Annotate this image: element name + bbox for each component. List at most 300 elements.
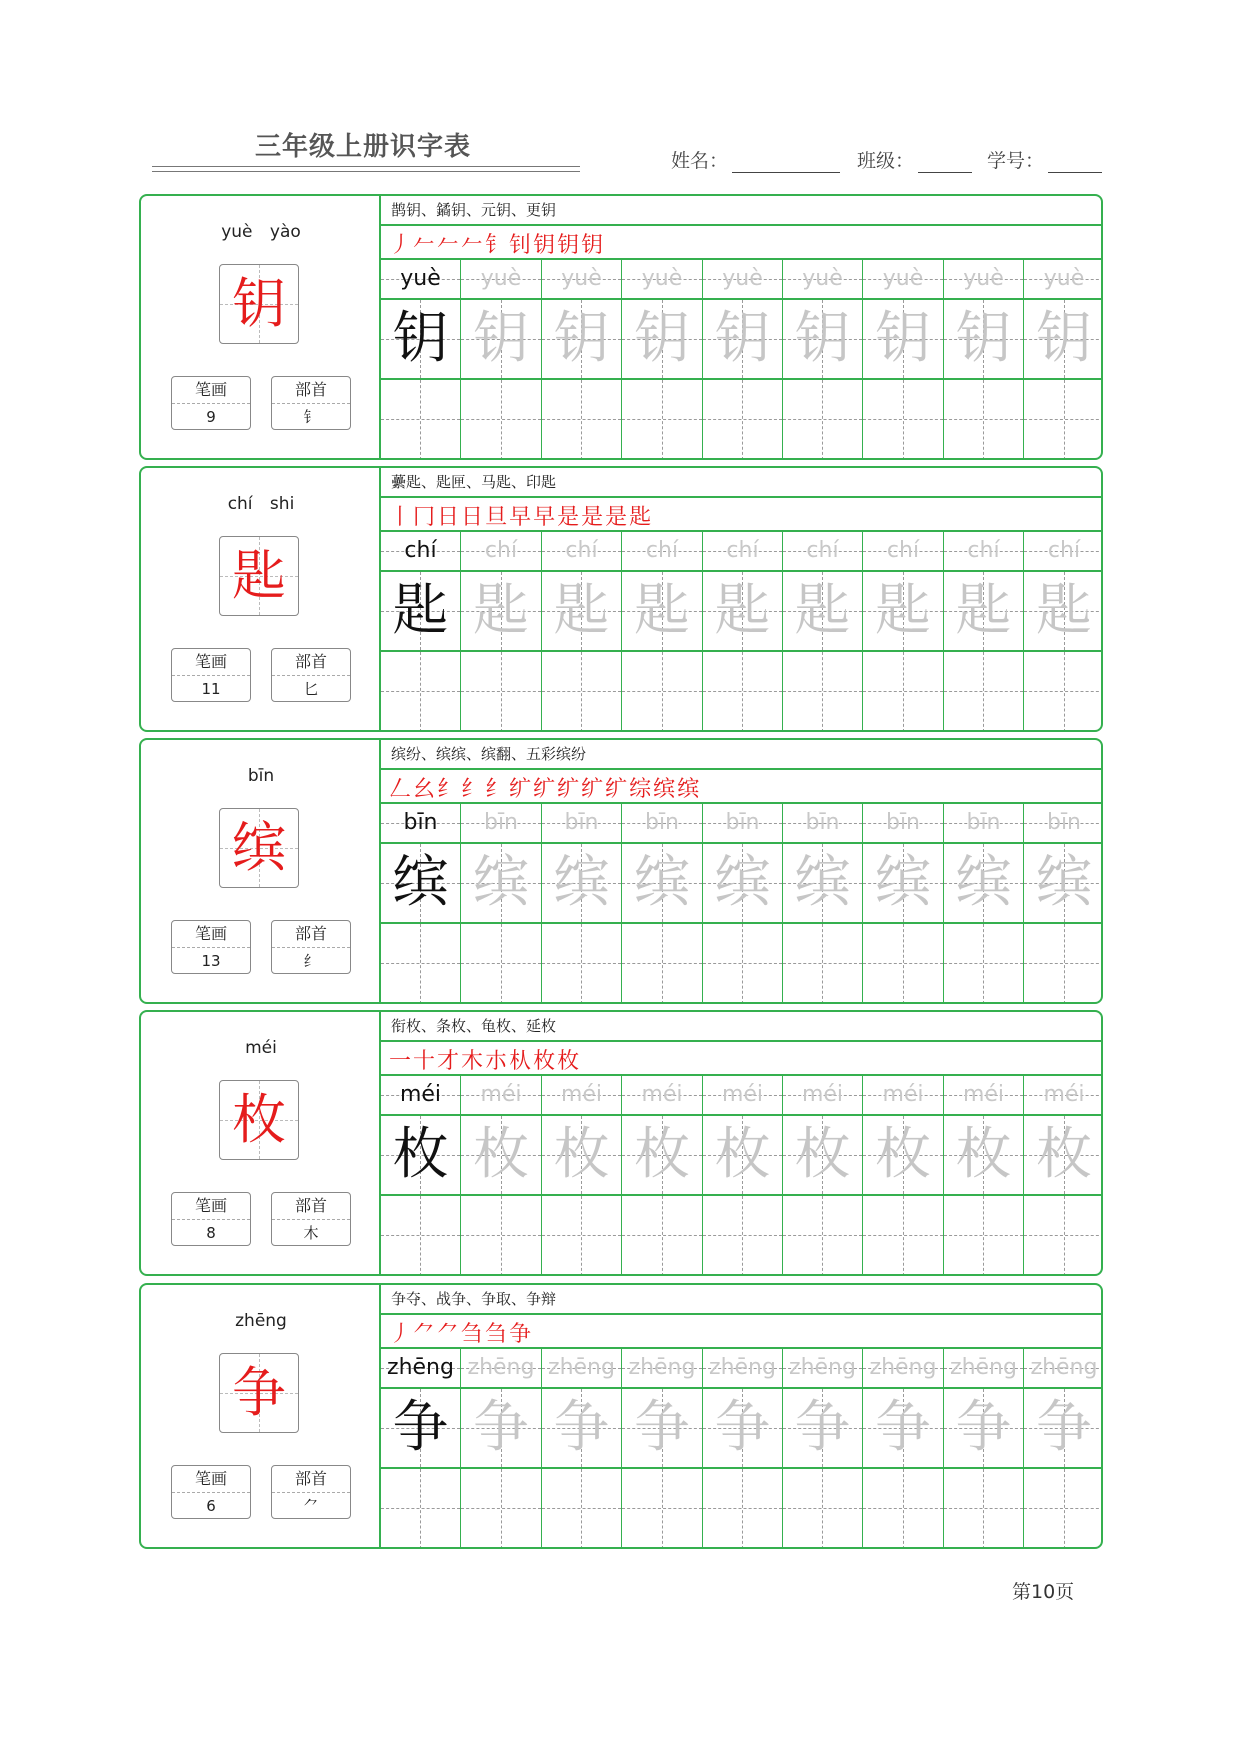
character-display-box — [219, 1353, 299, 1433]
character-text: 钥 — [473, 306, 529, 371]
empty-practice-cell[interactable] — [461, 380, 542, 460]
pinyin-text: zhēng — [869, 1355, 937, 1380]
character-cell[interactable] — [703, 1389, 783, 1469]
character-text: 缤 — [553, 850, 610, 915]
pinyin-text: chí — [404, 538, 437, 563]
pinyin-cell[interactable] — [944, 1076, 1024, 1116]
pinyin-text: bīn — [483, 810, 519, 835]
character-info-panel — [141, 1012, 381, 1274]
stroke-step: 刍 — [461, 1321, 484, 1347]
pinyin-cell[interactable] — [542, 1076, 622, 1116]
character-text: 匙 — [714, 578, 771, 643]
character-text: 缤 — [955, 850, 1012, 915]
character-text: 枚 — [955, 1122, 1012, 1187]
stroke-step: 早 — [533, 504, 556, 530]
pinyin-cell[interactable] — [461, 532, 542, 572]
stroke-step: 纟 — [485, 776, 508, 802]
character-cell[interactable] — [622, 844, 703, 924]
pinyin-cell[interactable] — [863, 260, 944, 300]
practice-grid — [381, 532, 1103, 732]
example-words: 虆匙、匙匣、马匙、印匙 — [381, 468, 1103, 498]
stroke-step: 早 — [509, 504, 532, 530]
practice-panel — [381, 196, 1103, 458]
radical-value: 匕 — [303, 680, 319, 698]
character-cell[interactable] — [703, 1116, 783, 1196]
number-field[interactable] — [987, 146, 1102, 173]
empty-practice-cell[interactable] — [783, 380, 863, 460]
stroke-step: 丿 — [389, 1321, 412, 1347]
character-cell[interactable] — [944, 1389, 1024, 1469]
character-text: 争 — [1036, 1395, 1092, 1460]
empty-practice-cell[interactable] — [461, 1196, 542, 1276]
stroke-step: 纩 — [533, 776, 556, 802]
stroke-count-box — [171, 920, 251, 974]
pinyin-cell[interactable] — [622, 260, 703, 300]
name-field[interactable] — [671, 146, 840, 173]
pinyin-cell[interactable] — [783, 1076, 863, 1116]
character-text: 缤 — [392, 850, 449, 915]
pinyin-text: chí — [806, 538, 839, 563]
stroke-step: 冂 — [413, 504, 436, 530]
class-blank[interactable] — [918, 152, 972, 173]
empty-practice-cell[interactable] — [381, 1469, 461, 1549]
pinyin-cell[interactable] — [944, 260, 1024, 300]
empty-practice-cell[interactable] — [703, 1469, 783, 1549]
character-info-panel — [141, 1285, 381, 1547]
empty-practice-cell[interactable] — [1024, 1196, 1103, 1276]
empty-practice-cell[interactable] — [863, 1469, 944, 1549]
pinyin-cell[interactable] — [1024, 1349, 1103, 1389]
stroke-step: 枚 — [533, 1048, 556, 1074]
character-text: 钥 — [1036, 306, 1092, 371]
character-glyph: 争 — [232, 1361, 286, 1424]
character-text: 匙 — [473, 578, 529, 643]
stroke-order-row — [381, 1315, 1103, 1349]
pinyin-text: zhēng — [1030, 1355, 1098, 1380]
character-cell[interactable] — [381, 1389, 461, 1469]
pinyin-text: yuè — [480, 266, 522, 291]
empty-practice-cell[interactable] — [783, 1196, 863, 1276]
stroke-step: 缤 — [677, 776, 700, 802]
empty-practice-cell[interactable] — [703, 1196, 783, 1276]
character-display-box — [219, 808, 299, 888]
character-text: 争 — [794, 1395, 851, 1460]
empty-practice-cell[interactable] — [381, 1196, 461, 1276]
character-cell[interactable] — [542, 1389, 622, 1469]
character-cell[interactable] — [461, 1116, 542, 1196]
pinyin-text: méi — [641, 1082, 683, 1107]
number-label: 学号： — [987, 150, 1045, 172]
pinyin-cell[interactable] — [703, 1349, 783, 1389]
pinyin-text: zhēng — [709, 1355, 776, 1380]
character-cell[interactable] — [381, 300, 461, 380]
radical-box — [271, 376, 351, 430]
practice-panel — [381, 1285, 1103, 1547]
pinyin-text: yuè — [802, 266, 843, 291]
empty-practice-cell[interactable] — [622, 380, 703, 460]
pinyin-text: chí — [967, 538, 1000, 563]
character-cell[interactable] — [461, 300, 542, 380]
character-cell[interactable] — [461, 572, 542, 652]
stroke-step: 争 — [509, 1321, 532, 1347]
page-title: 三年级上册识字表 — [255, 132, 472, 162]
character-cell[interactable] — [703, 844, 783, 924]
pinyin-cell[interactable] — [863, 1349, 944, 1389]
character-cell[interactable] — [1024, 1389, 1103, 1469]
empty-practice-cell[interactable] — [542, 652, 622, 732]
character-cell[interactable] — [1024, 300, 1103, 380]
stroke-count-label: 笔画 — [172, 377, 250, 404]
pinyin-text: méi — [1043, 1082, 1085, 1107]
stroke-step: 钥 — [533, 232, 556, 258]
pinyin-cell[interactable] — [622, 804, 703, 844]
character-text: 争 — [473, 1395, 529, 1460]
empty-practice-cell[interactable] — [863, 380, 944, 460]
stroke-step: 朲 — [509, 1048, 532, 1074]
empty-practice-cell[interactable] — [863, 924, 944, 1004]
radical-value: 钅 — [303, 408, 319, 426]
pinyin-text: chí — [886, 538, 920, 563]
pinyin-cell[interactable] — [703, 532, 783, 572]
empty-practice-cell[interactable] — [944, 1469, 1024, 1549]
pinyin-cell[interactable] — [703, 804, 783, 844]
stroke-step: 匙 — [629, 504, 652, 530]
practice-panel — [381, 740, 1103, 1002]
pinyin-cell[interactable] — [542, 260, 622, 300]
pinyin-reading: zhēng — [235, 1311, 287, 1331]
radical-box — [271, 1465, 351, 1519]
pinyin-text: bīn — [725, 810, 760, 835]
empty-practice-cell[interactable] — [1024, 652, 1103, 732]
character-cell[interactable] — [703, 572, 783, 652]
pinyin-cell[interactable] — [863, 1076, 944, 1116]
stroke-order-row — [381, 226, 1103, 260]
character-text: 缤 — [875, 850, 931, 915]
practice-panel — [381, 1012, 1103, 1274]
pinyin-cell[interactable] — [863, 804, 944, 844]
character-cell[interactable] — [622, 572, 703, 652]
empty-practice-cell[interactable] — [783, 924, 863, 1004]
pinyin-text: yuè — [400, 266, 441, 291]
class-field[interactable] — [857, 146, 972, 173]
character-text: 枚 — [875, 1122, 931, 1187]
empty-practice-cell[interactable] — [863, 1196, 944, 1276]
radical-value: 木 — [303, 1224, 319, 1242]
pinyin-reading: yuè yào — [221, 222, 301, 242]
character-cell[interactable] — [542, 844, 622, 924]
pinyin-cell[interactable] — [461, 260, 542, 300]
radical-label: 部首 — [272, 921, 350, 948]
pinyin-text: chí — [726, 538, 759, 563]
pinyin-cell[interactable] — [542, 804, 622, 844]
empty-practice-cell[interactable] — [461, 652, 542, 732]
character-text: 匙 — [634, 578, 690, 643]
character-cell[interactable] — [622, 1116, 703, 1196]
practice-grid — [381, 1349, 1103, 1549]
stroke-step: 丨 — [389, 504, 412, 530]
example-words: 缤纷、缤缤、缤翻、五彩缤纷 — [381, 740, 1103, 770]
character-text: 争 — [875, 1395, 931, 1460]
character-text: 枚 — [553, 1122, 610, 1187]
character-text: 匙 — [392, 578, 449, 643]
stroke-step: 钥 — [557, 232, 580, 258]
empty-practice-cell[interactable] — [944, 924, 1024, 1004]
character-cell[interactable] — [461, 1389, 542, 1469]
character-cell[interactable] — [1024, 1116, 1103, 1196]
pinyin-text: méi — [560, 1082, 603, 1107]
character-cell[interactable] — [461, 844, 542, 924]
character-cell[interactable] — [944, 300, 1024, 380]
pinyin-text: bīn — [885, 810, 921, 835]
pinyin-cell[interactable] — [944, 804, 1024, 844]
empty-practice-cell[interactable] — [381, 652, 461, 732]
character-cell[interactable] — [944, 572, 1024, 652]
pinyin-cell[interactable] — [1024, 1076, 1103, 1116]
character-text: 缤 — [473, 850, 529, 915]
character-cell[interactable] — [783, 300, 863, 380]
stroke-step: 是 — [605, 504, 628, 530]
pinyin-cell[interactable] — [703, 260, 783, 300]
pinyin-cell[interactable] — [622, 1349, 703, 1389]
character-cell[interactable] — [381, 844, 461, 924]
pinyin-cell[interactable] — [1024, 260, 1103, 300]
character-card — [139, 738, 1103, 1004]
pinyin-cell[interactable] — [542, 1349, 622, 1389]
empty-practice-cell[interactable] — [863, 652, 944, 732]
character-text: 匙 — [553, 578, 610, 643]
empty-practice-cell[interactable] — [461, 1469, 542, 1549]
character-text: 钥 — [875, 306, 931, 371]
pinyin-cell[interactable] — [381, 260, 461, 300]
character-cell[interactable] — [622, 1389, 703, 1469]
stroke-step: 综 — [629, 776, 652, 802]
practice-grid — [381, 804, 1103, 1004]
pinyin-text: zhēng — [467, 1355, 535, 1380]
pinyin-cell[interactable] — [381, 804, 461, 844]
pinyin-text: zhēng — [387, 1355, 454, 1380]
empty-practice-cell[interactable] — [783, 652, 863, 732]
character-info-panel — [141, 468, 381, 730]
character-cell[interactable] — [783, 1389, 863, 1469]
pinyin-cell[interactable] — [622, 1076, 703, 1116]
empty-practice-cell[interactable] — [622, 652, 703, 732]
character-cell[interactable] — [381, 572, 461, 652]
character-card — [139, 1010, 1103, 1276]
pinyin-text: yuè — [722, 266, 763, 291]
character-cell[interactable] — [863, 300, 944, 380]
empty-practice-cell[interactable] — [783, 1469, 863, 1549]
stroke-step: 𠂉 — [461, 232, 484, 258]
pinyin-text: bīn — [644, 810, 680, 835]
character-cell[interactable] — [783, 1116, 863, 1196]
pinyin-text: zhēng — [950, 1355, 1017, 1380]
character-text: 匙 — [955, 578, 1012, 643]
radical-label: 部首 — [272, 649, 350, 676]
stroke-count-label: 笔画 — [172, 921, 250, 948]
stroke-step: 一 — [389, 1048, 412, 1074]
stroke-step: 纟 — [437, 776, 460, 802]
stroke-step: 丿 — [389, 232, 412, 258]
character-cell[interactable] — [863, 1389, 944, 1469]
character-cell[interactable] — [783, 572, 863, 652]
character-cell[interactable] — [542, 300, 622, 380]
pinyin-text: zhēng — [628, 1355, 696, 1380]
character-text: 枚 — [634, 1122, 690, 1187]
stroke-step: 是 — [557, 504, 580, 530]
empty-practice-cell[interactable] — [542, 380, 622, 460]
character-text: 缤 — [794, 850, 851, 915]
pinyin-cell[interactable] — [944, 1349, 1024, 1389]
page-number: 第10页 — [1012, 1581, 1075, 1603]
character-cell[interactable] — [1024, 572, 1103, 652]
stroke-step: 纩 — [581, 776, 604, 802]
stroke-step: 𠂉 — [437, 232, 460, 258]
class-label: 班级： — [857, 150, 915, 172]
empty-practice-cell[interactable] — [381, 380, 461, 460]
name-blank[interactable] — [732, 152, 840, 173]
stroke-step: 𠂉 — [413, 232, 436, 258]
pinyin-text: chí — [645, 538, 679, 563]
character-glyph: 缤 — [232, 816, 286, 879]
empty-practice-cell[interactable] — [703, 380, 783, 460]
stroke-order-row — [381, 498, 1103, 532]
character-cell[interactable] — [622, 300, 703, 380]
empty-practice-cell[interactable] — [461, 924, 542, 1004]
pinyin-cell[interactable] — [783, 1349, 863, 1389]
empty-practice-cell[interactable] — [944, 1196, 1024, 1276]
stroke-count-box — [171, 376, 251, 430]
pinyin-text: méi — [962, 1082, 1005, 1107]
stroke-count-value: 6 — [206, 1497, 216, 1515]
pinyin-cell[interactable] — [381, 1076, 461, 1116]
pinyin-cell[interactable] — [863, 532, 944, 572]
character-info-panel — [141, 740, 381, 1002]
empty-practice-cell[interactable] — [703, 652, 783, 732]
empty-practice-cell[interactable] — [703, 924, 783, 1004]
character-cell[interactable] — [703, 300, 783, 380]
pinyin-text: yuè — [882, 266, 924, 291]
pinyin-cell[interactable] — [461, 804, 542, 844]
pinyin-cell[interactable] — [381, 532, 461, 572]
pinyin-text: bīn — [966, 810, 1001, 835]
stroke-step: 才 — [437, 1048, 460, 1074]
pinyin-reading: bīn — [247, 766, 275, 786]
character-text: 枚 — [392, 1122, 449, 1187]
character-text: 缤 — [1036, 850, 1092, 915]
pinyin-text: bīn — [564, 810, 599, 835]
character-cell[interactable] — [381, 1116, 461, 1196]
pinyin-text: yuè — [963, 266, 1004, 291]
pinyin-cell[interactable] — [944, 532, 1024, 572]
radical-label: 部首 — [272, 377, 350, 404]
empty-practice-cell[interactable] — [542, 1469, 622, 1549]
empty-practice-cell[interactable] — [622, 1196, 703, 1276]
example-words: 衔枚、条枚、龟枚、延枚 — [381, 1012, 1103, 1042]
stroke-step: 木 — [461, 1048, 484, 1074]
character-glyph: 匙 — [232, 544, 286, 607]
stroke-step: 钥 — [581, 232, 604, 258]
empty-practice-cell[interactable] — [1024, 1469, 1103, 1549]
example-words: 鹊钥、鐍钥、元钥、更钥 — [381, 196, 1103, 226]
stroke-step: 钅 — [485, 232, 508, 258]
character-text: 枚 — [794, 1122, 851, 1187]
character-text: 钥 — [634, 306, 690, 371]
stroke-step: ⺈ — [413, 1321, 436, 1347]
character-cell[interactable] — [863, 572, 944, 652]
pinyin-text: zhēng — [548, 1355, 615, 1380]
stroke-count-box — [171, 648, 251, 702]
empty-practice-cell[interactable] — [1024, 924, 1103, 1004]
character-cell[interactable] — [863, 844, 944, 924]
character-text: 争 — [714, 1395, 771, 1460]
pinyin-cell[interactable] — [622, 532, 703, 572]
character-text: 钥 — [794, 306, 851, 371]
empty-practice-cell[interactable] — [381, 924, 461, 1004]
empty-practice-cell[interactable] — [944, 652, 1024, 732]
character-cell[interactable] — [944, 844, 1024, 924]
empty-practice-cell[interactable] — [622, 1469, 703, 1549]
pinyin-cell[interactable] — [542, 532, 622, 572]
character-cell[interactable] — [542, 1116, 622, 1196]
character-cell[interactable] — [1024, 844, 1103, 924]
pinyin-cell[interactable] — [461, 1076, 542, 1116]
empty-practice-cell[interactable] — [542, 1196, 622, 1276]
stroke-step: 十 — [413, 1048, 436, 1074]
pinyin-cell[interactable] — [783, 804, 863, 844]
character-cell[interactable] — [542, 572, 622, 652]
character-text: 枚 — [714, 1122, 771, 1187]
pinyin-cell[interactable] — [703, 1076, 783, 1116]
character-glyph: 钥 — [232, 272, 286, 335]
radical-label: 部首 — [272, 1466, 350, 1493]
number-blank[interactable] — [1048, 152, 1102, 173]
character-text: 枚 — [1036, 1122, 1092, 1187]
character-info-panel — [141, 196, 381, 458]
stroke-order-row — [381, 770, 1103, 804]
character-cell[interactable] — [863, 1116, 944, 1196]
empty-practice-cell[interactable] — [944, 380, 1024, 460]
radical-box — [271, 648, 351, 702]
stroke-step: 刍 — [485, 1321, 508, 1347]
stroke-step: 钊 — [509, 232, 532, 258]
character-display-box — [219, 536, 299, 616]
character-text: 钥 — [955, 306, 1012, 371]
pinyin-cell[interactable] — [381, 1349, 461, 1389]
pinyin-cell[interactable] — [1024, 532, 1103, 572]
stroke-step: 纩 — [605, 776, 628, 802]
pinyin-cell[interactable] — [461, 1349, 542, 1389]
character-cell[interactable] — [944, 1116, 1024, 1196]
pinyin-cell[interactable] — [783, 532, 863, 572]
character-text: 缤 — [714, 850, 771, 915]
empty-practice-cell[interactable] — [1024, 380, 1103, 460]
pinyin-cell[interactable] — [783, 260, 863, 300]
pinyin-cell[interactable] — [1024, 804, 1103, 844]
character-text: 争 — [392, 1395, 449, 1460]
character-glyph: 枚 — [232, 1088, 286, 1151]
character-card — [139, 194, 1103, 460]
empty-practice-cell[interactable] — [622, 924, 703, 1004]
stroke-count-box — [171, 1192, 251, 1246]
character-text: 钥 — [553, 306, 610, 371]
pinyin-text: chí — [1047, 538, 1081, 563]
character-text: 缤 — [634, 850, 690, 915]
pinyin-reading: méi — [245, 1038, 277, 1058]
stroke-step: 日 — [461, 504, 484, 530]
empty-practice-cell[interactable] — [542, 924, 622, 1004]
radical-value: 纟 — [303, 952, 319, 970]
character-cell[interactable] — [783, 844, 863, 924]
